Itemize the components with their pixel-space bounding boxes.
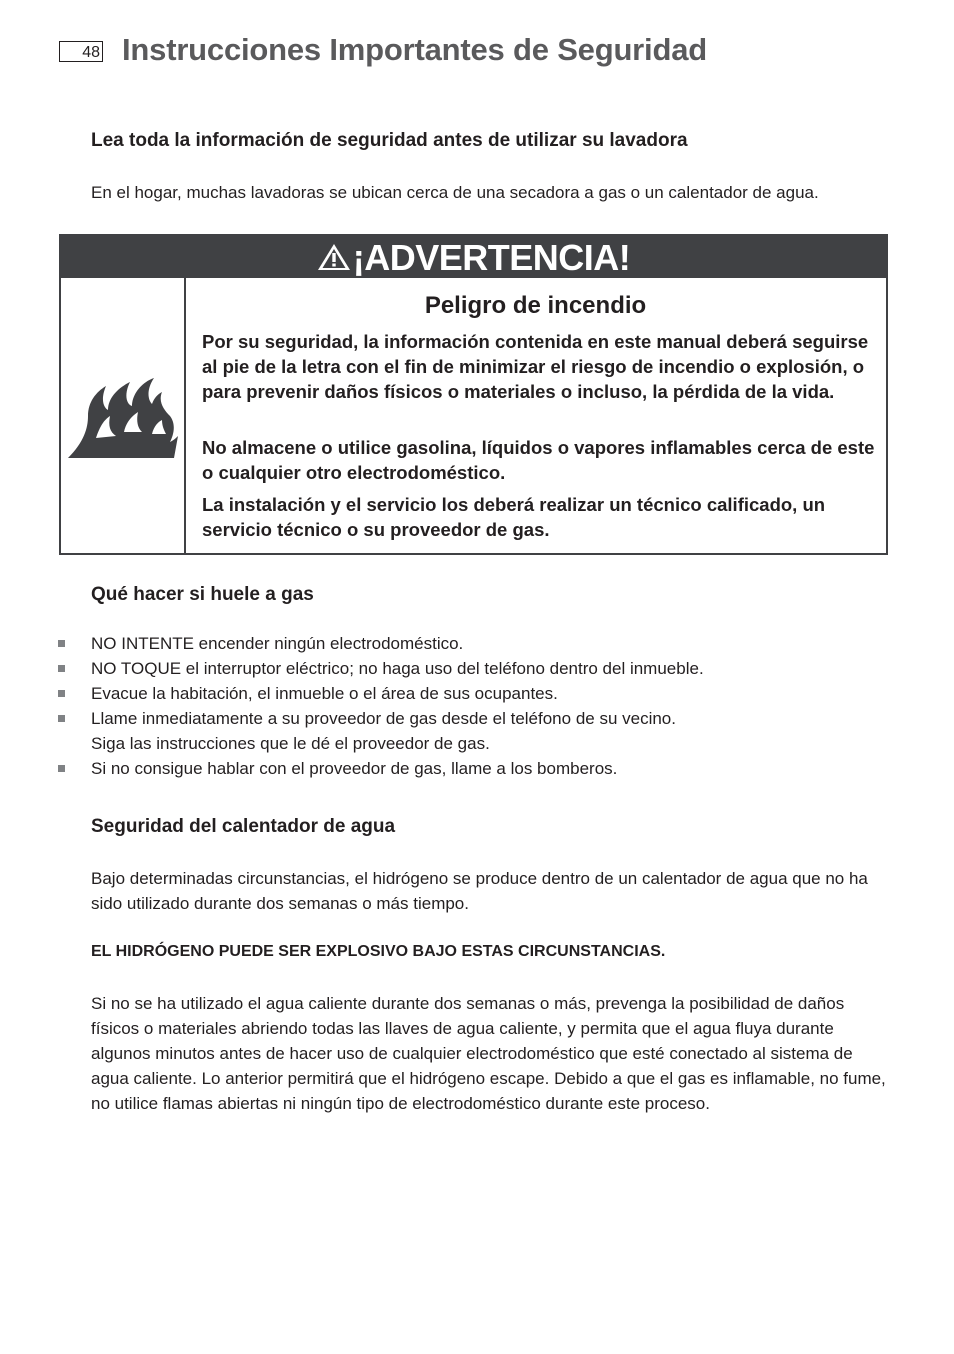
warning-title: ¡ADVERTENCIA! (352, 237, 631, 278)
hydrogen-warning: EL HIDRÓGENO PUEDE SER EXPLOSIVO BAJO ESTAS CIRCUNSTANCIAS. (91, 943, 666, 960)
warning-subtitle: Peligro de incendio (424, 292, 647, 319)
warning-paragraph-1: Por su seguridad, la información contenida en este manual deberá seguirse al pie de la letra con el fin de minimizar el riesgo de incendio o explosión, o para prevenir daños físicos o materiales o incluso, la pérdida de la vida. (202, 331, 869, 402)
list-item: Llame inmediatamente a su proveedor de gas desde el teléfono de su vecino. (58, 706, 704, 731)
gas-instructions-list (58, 631, 704, 781)
heater-section-heading: Seguridad del calentador de agua (91, 816, 396, 837)
warning-icon-cell (61, 278, 186, 553)
gas-section-heading: Qué hacer si huele a gas (91, 584, 314, 605)
bullet-square-icon (58, 640, 65, 647)
bullet-square-icon (58, 715, 65, 722)
bullet-square-icon (58, 665, 65, 672)
warning-paragraph-2: No almacene o utilice gasolina, líquidos o vapores inflamables cerca de este o cualquier otro electrodoméstico. (202, 437, 875, 483)
page-title: Instrucciones Importantes de Seguridad (122, 32, 707, 67)
list-item: NO INTENTE encender ningún electrodoméstico. (58, 631, 704, 656)
heater-text-1: Bajo determinadas circunstancias, el hidrógeno se produce dentro de un calentador de agua que no ha sido utilizado durante dos semanas o más tiempo. (91, 869, 868, 913)
warning-header (61, 236, 886, 278)
bullet-square-icon (58, 765, 65, 772)
warning-box (59, 234, 888, 555)
list-item: Evacue la habitación, el inmueble o el área de sus ocupantes. (58, 681, 704, 706)
intro-heading: Lea toda la información de seguridad antes de utilizar su lavadora (91, 130, 688, 151)
list-item-continuation: Siga las instrucciones que le dé el proveedor de gas. (91, 734, 490, 753)
bullet-square-icon (58, 690, 65, 697)
page-number: 48 (59, 41, 103, 62)
warning-triangle-icon (317, 243, 351, 271)
fire-icon (66, 376, 178, 460)
warning-paragraph-3: La instalación y el servicio los deberá realizar un técnico calificado, un servicio técnico o su proveedor de gas. (202, 494, 826, 540)
list-item: NO TOQUE el interruptor eléctrico; no haga uso del teléfono dentro del inmueble. (58, 656, 704, 681)
heater-text-2: Si no se ha utilizado el agua caliente durante dos semanas o más, prevenga la posibilidad de daños físicos o materiales abriendo todas las llaves de agua caliente, y permita que el agua fluya durante algunos minutos antes de hacer uso de cualquier electrodoméstico que esté conectado al sistema de agua caliente. Lo anterior permitirá que el hidrógeno escape. Debido a que el gas es inflamable, no fume, no utilice flamas abiertas ni ningún tipo de electrodoméstico durante este proceso. (91, 994, 886, 1113)
intro-text: En el hogar, muchas lavadoras se ubican cerca de una secadora a gas o un calentador de agua. (91, 183, 819, 202)
list-item: Si no consigue hablar con el proveedor de gas, llame a los bomberos. (58, 756, 704, 781)
